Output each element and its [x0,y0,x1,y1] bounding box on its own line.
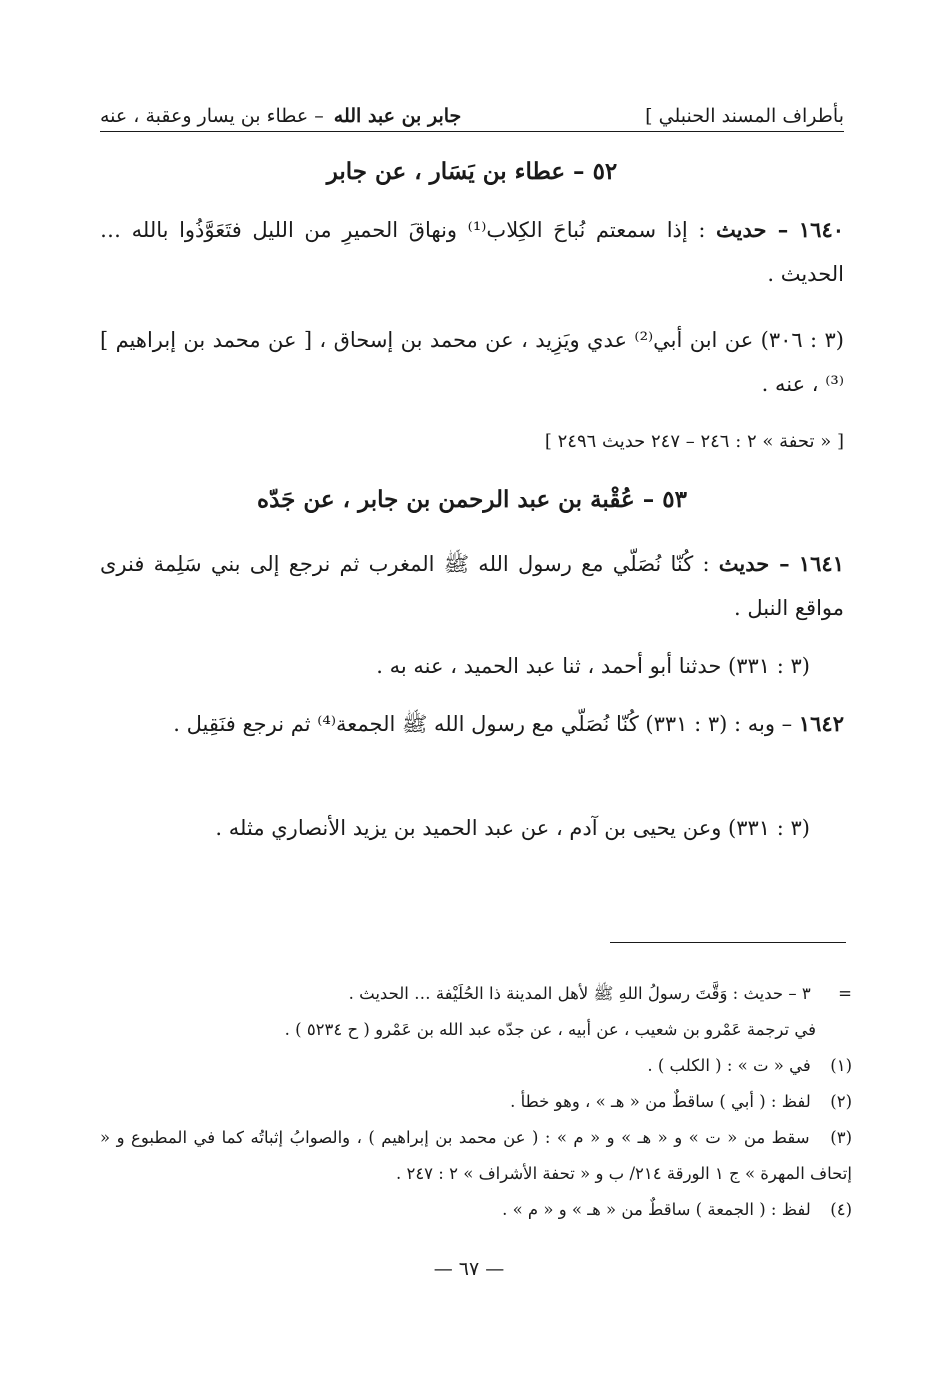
hadith-1640 [100,208,844,296]
hadith-number: ١٦٤١ [798,551,844,576]
hadith-number: ١٦٤٢ [798,711,844,736]
page-number: — ٦٧ — [433,1258,505,1280]
running-head-chapter [100,105,461,127]
footnote-number: (٢) [830,1092,852,1111]
hadith-text: : إذا سمعتم نُباحَ الكِلاب⁽¹⁾ ونهاقَ الحميرِ من الليل فتَعَوَّذُوا بالله … الحديث . [100,218,844,286]
footnote-continuation-1 [100,976,852,1012]
section-53-heading: ٥٣ – عُقْبة بن عبد الرحمن بن جابر ، عن جَدّه [257,486,687,513]
footnote-2 [100,1084,852,1120]
footnote-1 [100,1048,852,1084]
footnote-number: (١) [830,1056,852,1075]
footnote-text: في « ت » : ( الكلب ) . [647,1056,811,1075]
isnad-1642: (٣ : ٣٣١) وعن يحيى بن آدم ، عن عبد الحميد بن يزيد الأنصاري مثله . [215,816,810,840]
hadith-label: – حديث [716,217,789,242]
footnote-rule [610,942,846,943]
footnote-text: ٣ – حديث : وَقَّتَ رسولُ اللهِ ﷺ لأهل المدينة ذا الحُلَيْفة … الحديث . [348,984,811,1003]
running-head-narrators: – عطاء بن يسار وعقبة ، عنه [100,105,324,127]
footnote-number: (٤) [830,1200,852,1219]
footnote-text: لفظ : ( الجمعة ) ساقطٌ من « هـ » و « م » . [502,1200,811,1219]
footnote-continuation-2: في ترجمة عَمْرو بن شعيب ، عن أبيه ، عن جدّه عبد الله بن عَمْرو ( ح ٥٢٣٤ ) . [284,1020,816,1039]
hadith-1641 [100,542,844,630]
hadith-text: – وبه : (٣ : ٣٣١) كُنّا نُصَلّي مع رسول الله ﷺ الجمعة⁽⁴⁾ ثم نرجع فنَقِيل . [173,712,793,736]
footnote-text: سقط من « ت » و « هـ » و « م » : ( عن محمد بن إبراهيم ) ، والصوابُ إثباتُه كما في المطبوع و « إتحاف المهرة » ج ١ الورقة ٢١٤/ ب و « تحفة الأشراف » ٢ : ٢٤٧ . [100,1128,852,1183]
isnad-1641: (٣ : ٣٣١) حدثنا أبو أحمد ، ثنا عبد الحميد ، عنه به . [376,654,810,678]
isnad-1640: (٣ : ٣٠٦) عن ابن أبي⁽²⁾ عدي ويَزِيد ، عن محمد بن إسحاق ، [ عن محمد بن إبراهيم ]⁽³⁾ ، عنه . [100,328,844,396]
hadith-1642 [100,702,844,746]
running-head-companion: جابر بن عبد الله [333,105,462,127]
running-head-book-title: بأطراف المسند الحنبلي ] [645,105,844,127]
section-52-heading: ٥٢ – عطاء بن يَسَار ، عن جابر [326,158,618,185]
footnote-text: لفظ : ( أبي ) ساقطٌ من « هـ » ، وهو خطأ . [510,1092,811,1111]
running-head [100,98,844,132]
continuation-mark: = [838,984,852,1003]
tuhfa-reference: [ « تحفة » ٢ : ٢٤٦ – ٢٤٧ حديث ٢٤٩٦ ] [544,431,844,452]
footnote-3 [100,1120,852,1192]
hadith-number: ١٦٤٠ [798,217,845,242]
footnote-4 [100,1192,852,1228]
footnote-number: (٣) [830,1128,852,1147]
hadith-text: : كُنّا نُصَلّي مع رسول الله ﷺ المغرب ثم نرجع إلى بني سَلِمة فنرى مواقع النبل . [100,552,844,620]
hadith-label: – حديث [718,551,790,576]
